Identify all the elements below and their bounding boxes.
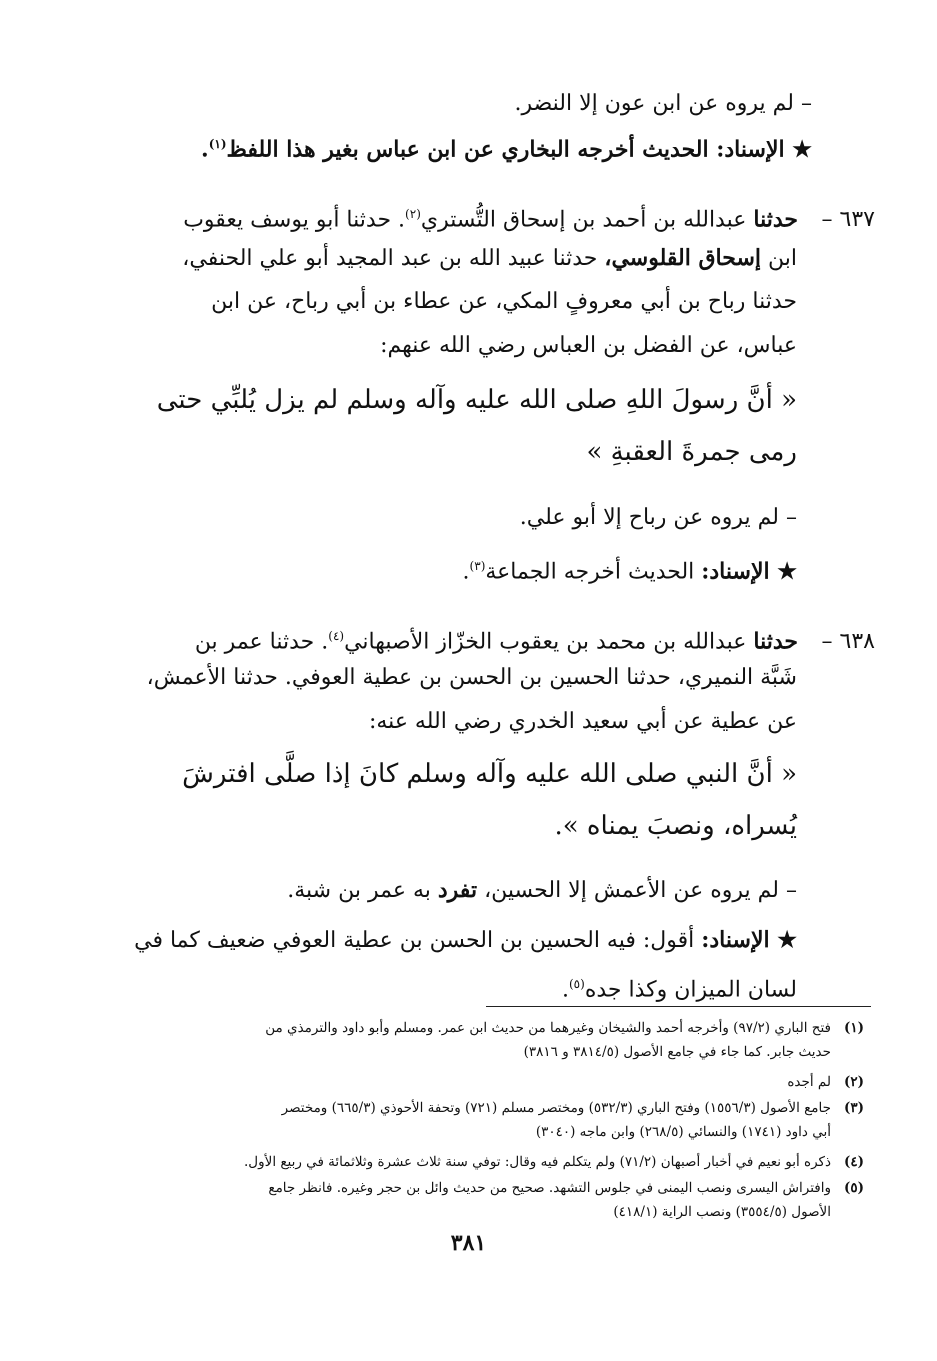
footnote-text: جامع الأصول (١٥٥٦/٣) وفتح الباري (٥٣٢/٣) ومختصر مسلم (٧٢١) وتحفة الأحوذي (٦٦٥/٣) ومختصر <box>281 1100 831 1116</box>
footnote-2 <box>787 1070 877 1094</box>
hadith-637-note <box>0 500 797 536</box>
note-text: – لم يروه عن الأعمش إلا الحسين، <box>484 878 797 903</box>
footnote-number: (٢) <box>843 1074 865 1090</box>
hadith-637-isnad <box>0 548 797 590</box>
punct: . <box>201 136 209 163</box>
matn-text: يُسراه، ونصبَ يمناه ». <box>554 811 797 841</box>
punct: . <box>561 977 569 1003</box>
footnote-separator <box>486 1006 871 1007</box>
line-text: ابن <box>768 246 797 271</box>
page-number: ٣٨١ <box>450 1230 487 1256</box>
footnote-text: لم أجده <box>787 1074 831 1090</box>
matn-text: « أنَّ النبي صلى الله عليه وآله وسلم كانَ إذا صلَّى افترشَ <box>182 759 797 789</box>
footnote-number: (١) <box>843 1020 865 1036</box>
narrator-name: إسحاق القلوسي، <box>604 245 762 271</box>
hadith-number: ٦٣٧ – <box>821 207 875 233</box>
footnote-5 <box>268 1176 877 1224</box>
footnote-4 <box>244 1150 877 1174</box>
hadith-637-matn-2 <box>0 434 797 470</box>
footnote-text: أبي داود (١٧٤١) والنسائي (٢٦٨/٥) وابن ماجه (٣٠٤٠) <box>535 1124 831 1140</box>
matn-text: رمى جمرةَ العقبةِ » <box>586 437 797 467</box>
hadith-638-line-3 <box>0 704 797 740</box>
footnote-ref[interactable]: (٣) <box>469 559 486 573</box>
hadith-638-isnad-1 <box>0 922 797 959</box>
line-text: شَبَّة النميري، حدثنا الحسين بن الحسن بن عطية العوفي. حدثنا الأعمش، <box>146 665 797 690</box>
hadith-637-line-2 <box>0 240 797 277</box>
footnote-text: ذكره أبو نعيم في أخبار أصبهان (٧١/٢) ولم يتكلم فيه وقال: توفي سنة ثلاث عشرة وثلاثمائة في ربيع الأول. <box>244 1154 831 1170</box>
narration-keyword: حدثنا <box>753 628 798 655</box>
footnote-number: (٣) <box>843 1100 865 1116</box>
line-text: عباس، عن الفضل بن العباس رضي الله عنهم: <box>380 333 797 358</box>
isnad-label: ★ الإسناد: <box>701 927 797 953</box>
footnote-text: الأصول (٣٥٥٤/٥) ونصب الراية (٤١٨/١) <box>613 1204 831 1220</box>
narration-keyword: حدثنا <box>753 206 798 233</box>
hadith-638-line-2 <box>0 660 797 696</box>
footnote-number: (٤) <box>843 1154 865 1170</box>
hadith-637-matn-1 <box>0 382 797 418</box>
hadith-638-matn-2 <box>0 808 797 844</box>
note-keyword: تفرد <box>437 877 478 903</box>
isnad-text: الحديث أخرجه البخاري عن ابن عباس بغير هذا اللفظ <box>226 136 709 163</box>
footnote-ref[interactable]: (٥) <box>568 977 585 991</box>
isnad-label: ★ الإسناد: <box>716 136 812 163</box>
hadith-638-isnad-2 <box>0 966 797 1008</box>
matn-text: « أنَّ رسولَ اللهِ صلى الله عليه وآله وسلم لم يزل يُلبِّي حتى <box>156 385 797 415</box>
hadith-number: ٦٣٨ – <box>821 629 875 655</box>
footnote-1 <box>265 1016 877 1064</box>
hadith-638-matn-1 <box>0 756 797 792</box>
footnote-number: (٥) <box>843 1180 865 1196</box>
line-text: . حدثنا عمر بن <box>194 629 329 655</box>
hadith-637-line-4 <box>0 328 797 364</box>
hadith-637-line-1 <box>0 196 875 238</box>
isnad-text: الحديث أخرجه الجماعة <box>485 559 695 585</box>
isnad-text: أقول: فيه الحسين بن الحسن بن عطية العوفي ضعيف كما في <box>134 928 695 953</box>
line-text: – لم يروه عن ابن عون إلا النضر. <box>514 91 812 116</box>
footnote-text: فتح الباري (٩٧/٢) وأخرجه أحمد والشيخان وغيرهما من حديث ابن عمر. ومسلم وأبو داود والترمذي من <box>265 1020 831 1036</box>
line-text: حدثنا عبيد الله بن عبد المجيد أبو علي الحنفي، <box>182 246 598 271</box>
text-line <box>0 86 812 122</box>
footnote-ref[interactable]: (٢) <box>405 207 421 221</box>
footnote-ref[interactable]: (١) <box>208 137 227 151</box>
footnote-text: حديث جابر. كما جاء في جامع الأصول (٣٨١٤/٥ و ٣٨١٦) <box>523 1044 831 1060</box>
line-text: عبدالله بن أحمد بن إسحاق التُّستري <box>420 207 747 233</box>
footnote-3 <box>282 1096 877 1144</box>
footnote-ref[interactable]: (٤) <box>328 629 345 643</box>
isnad-text: لسان الميزان وكذا جده <box>584 977 797 1003</box>
punct: . <box>462 559 470 585</box>
footnote-text: وافتراش اليسرى ونصب اليمنى في جلوس التشهد. صحيح من حديث وائل بن حجر وغيره. فانظر جامع <box>268 1180 831 1196</box>
line-text: حدثنا رباح بن أبي معروفٍ المكي، عن عطاء بن أبي رباح، عن ابن <box>211 289 797 314</box>
note-text: به عمر بن شبة. <box>287 878 431 903</box>
note-text: – لم يروه عن رباح إلا أبو علي. <box>519 505 797 530</box>
line-text: عبدالله بن محمد بن يعقوب الخزّاز الأصبهاني <box>344 629 747 655</box>
line-text: . حدثنا أبو يوسف يعقوب <box>183 207 406 233</box>
isnad-label: ★ الإسناد: <box>701 558 797 585</box>
hadith-638-note <box>0 872 797 909</box>
hadith-638-line-1 <box>0 618 875 660</box>
hadith-637-line-3 <box>0 284 797 320</box>
isnad-line <box>0 126 812 167</box>
line-text: عن عطية عن أبي سعيد الخدري رضي الله عنه: <box>368 709 797 734</box>
